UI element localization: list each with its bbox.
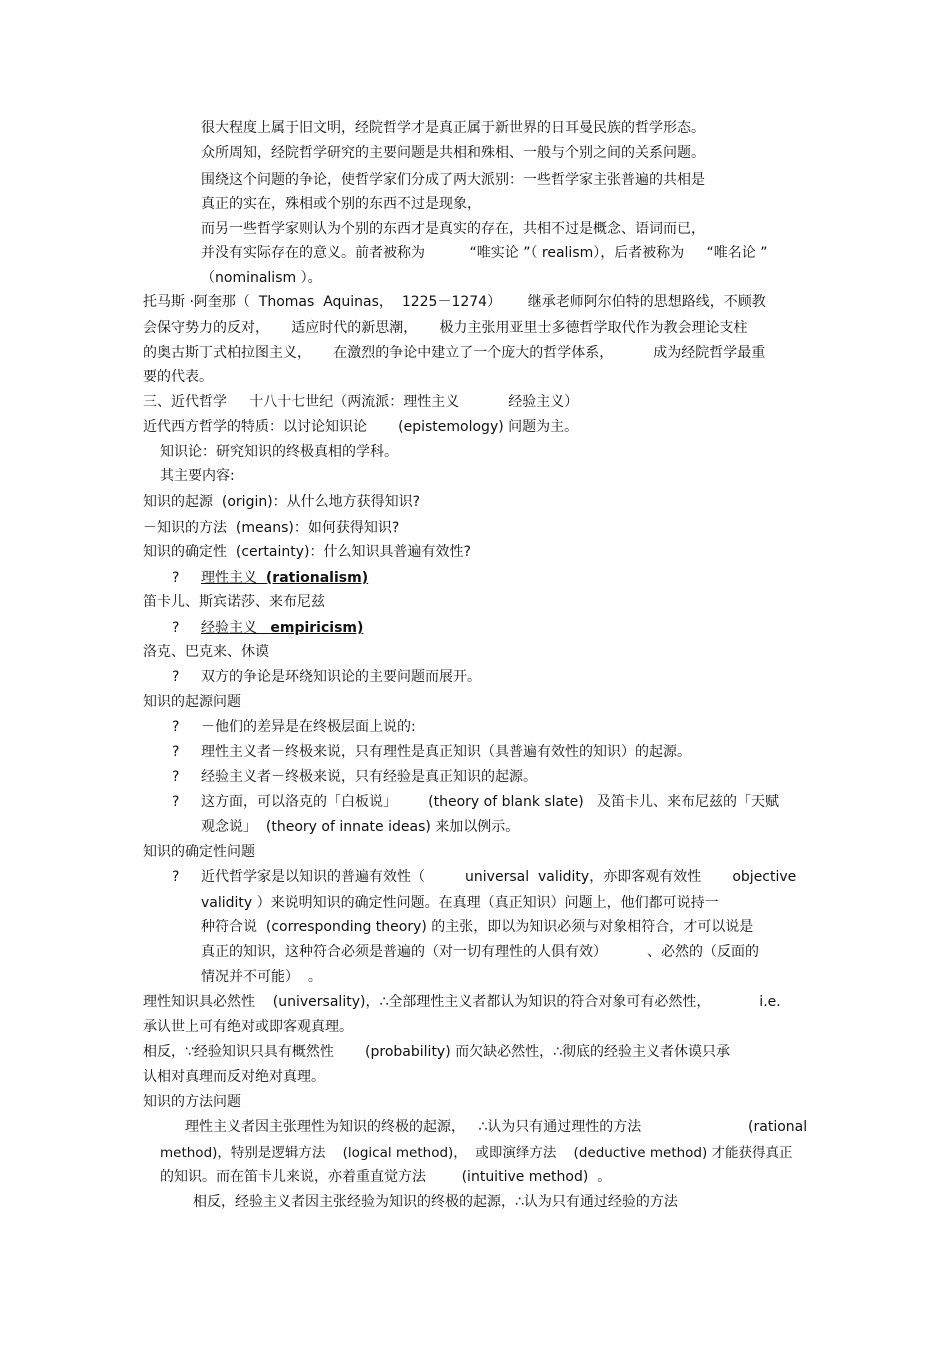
- text-line: 会保守势力的反对， 适应时代的新思潮， 极力主张用亚里士多德哲学取代作为教会理论支柱: [143, 320, 748, 336]
- bullet-marker: ?: [172, 620, 180, 636]
- empiricism-heading: 经验主义 empiricism): [201, 620, 364, 636]
- text-line: 众所周知，经院哲学研究的主要问题是共相和殊相、一般与个别之间的关系问题。: [201, 145, 705, 161]
- text-line: 情况并不可能） 。: [201, 969, 322, 985]
- text-line: 观念说」 (theory of innate ideas) 来加以例示。: [201, 819, 520, 835]
- text-line: －知识的方法 (means)：如何获得知识?: [143, 520, 400, 536]
- bullet-marker: ?: [172, 719, 180, 735]
- section-heading: 三、近代哲学 十八十七世纪（两流派：理性主义 经验主义）: [143, 394, 579, 410]
- text-line: 真正的实在，殊相或个别的东西不过是现象，: [201, 196, 481, 212]
- text-line: 并没有实际存在的意义。前者被称为 “唯实论 ”（ realism），后者被称为 “唯名论 ”: [201, 245, 768, 261]
- text-line: 要的代表。: [143, 369, 213, 385]
- text-line: 其主要内容:: [160, 468, 235, 484]
- text-line: 的知识。而在笛卡儿来说，亦着重直觉方法 (intuitive method) 。: [160, 1169, 612, 1185]
- text-line: 知识的确定性 (certainty)：什么知识具普遍有效性?: [143, 544, 471, 560]
- text-line: 近代西方哲学的特质：以讨论知识论 (epistemology) 问题为主。: [143, 419, 579, 435]
- bullet-marker: ?: [172, 794, 180, 810]
- text-line: 种符合说 (corresponding theory) 的主张，即以为知识必须与对象相符合，才可以说是: [201, 919, 754, 935]
- bullet-marker: ?: [172, 869, 180, 885]
- text-line: 经验主义者－终极来说，只有经验是真正知识的起源。: [201, 769, 537, 785]
- subheading: 知识的方法问题: [143, 1094, 241, 1110]
- text-line: 很大程度上属于旧文明，经院哲学才是真正属于新世界的日耳曼民族的哲学形态。: [201, 120, 705, 136]
- bullet-marker: ?: [172, 769, 180, 785]
- text-line: 相反，经验主义者因主张经验为知识的终极的起源，∴认为只有通过经验的方法: [193, 1194, 678, 1210]
- text-line: 理性主义者因主张理性为知识的终极的起源， ∴认为只有通过理性的方法 (rational: [185, 1119, 808, 1135]
- text-line: 认相对真理而反对绝对真理。: [143, 1069, 325, 1085]
- text-line: 相反，∵经验知识只具有概然性 (probability) 而欠缺必然性，∴彻底的经验主义者休谟只承: [143, 1044, 731, 1060]
- text-line: 知识的起源 (origin)：从什么地方获得知识?: [143, 494, 421, 510]
- text-line: 托马斯 ·阿奎那（ Thomas Aquinas， 1225－1274） 继承老师阿尔伯特的思想路线，不顾教: [143, 294, 766, 310]
- text-line: 理性主义者－终极来说，只有理性是真正知识（具普遍有效性的知识）的起源。: [201, 744, 691, 760]
- text-line: 真正的知识，这种符合必须是普遍的（对一切有理性的人俱有效） 、必然的（反面的: [201, 944, 760, 960]
- text-line: 理性知识具必然性 (universality)，∴全部理性主义者都认为知识的符合对象可有必然性， i.e.: [143, 994, 781, 1010]
- text-line: 的奥古斯丁式柏拉图主义， 在激烈的争论中建立了一个庞大的哲学体系， 成为经院哲学最重: [143, 345, 766, 361]
- latin-term: (rationalism): [265, 570, 369, 586]
- bullet-marker: ?: [172, 669, 180, 685]
- text-line: 近代哲学家是以知识的普遍有效性（ universal validity，亦即客观有效性 objective: [201, 869, 797, 885]
- text-line: －他们的差异是在终极层面上说的:: [201, 719, 416, 735]
- text-line: 双方的争论是环绕知识论的主要问题而展开。: [201, 669, 481, 685]
- bullet-marker: ?: [172, 744, 180, 760]
- text-line: 这方面，可以洛克的「白板说」 (theory of blank slate) 及笛卡儿、来布尼兹的「天赋: [201, 794, 780, 810]
- text-line: 知识论：研究知识的终极真相的学科。: [160, 444, 398, 460]
- text-line: 围绕这个问题的争论，使哲学家们分成了两大派别：一些哲学家主张普遍的共相是: [201, 172, 705, 188]
- text-line: 而另一些哲学家则认为个别的东西才是真实的存在，共相不过是概念、语词而已，: [201, 221, 705, 237]
- subheading: 知识的起源问题: [143, 694, 241, 710]
- rationalism-heading: [201, 568, 368, 588]
- latin-term: empiricism): [270, 620, 364, 636]
- bullet-marker: ?: [172, 570, 180, 586]
- text-line: 洛克、巴克来、休谟: [143, 644, 269, 660]
- text-line: method)，特别是逻辑方法 (logical method)， 或即演绎方法 (deductive method) 才能获得真正: [160, 1145, 793, 1161]
- text-line: （nominalism ）。: [201, 270, 322, 286]
- text-line: validity ）来说明知识的确定性问题。在真理（真正知识）问题上，他们都可说持一: [201, 895, 719, 911]
- subheading: 知识的确定性问题: [143, 844, 255, 860]
- text-line: 笛卡儿、斯宾诺莎、来布尼兹: [143, 594, 325, 610]
- rationalism-heading-text: 理性主义 (rationalism): [201, 570, 369, 586]
- text-line: 承认世上可有绝对或即客观真理。: [143, 1019, 353, 1035]
